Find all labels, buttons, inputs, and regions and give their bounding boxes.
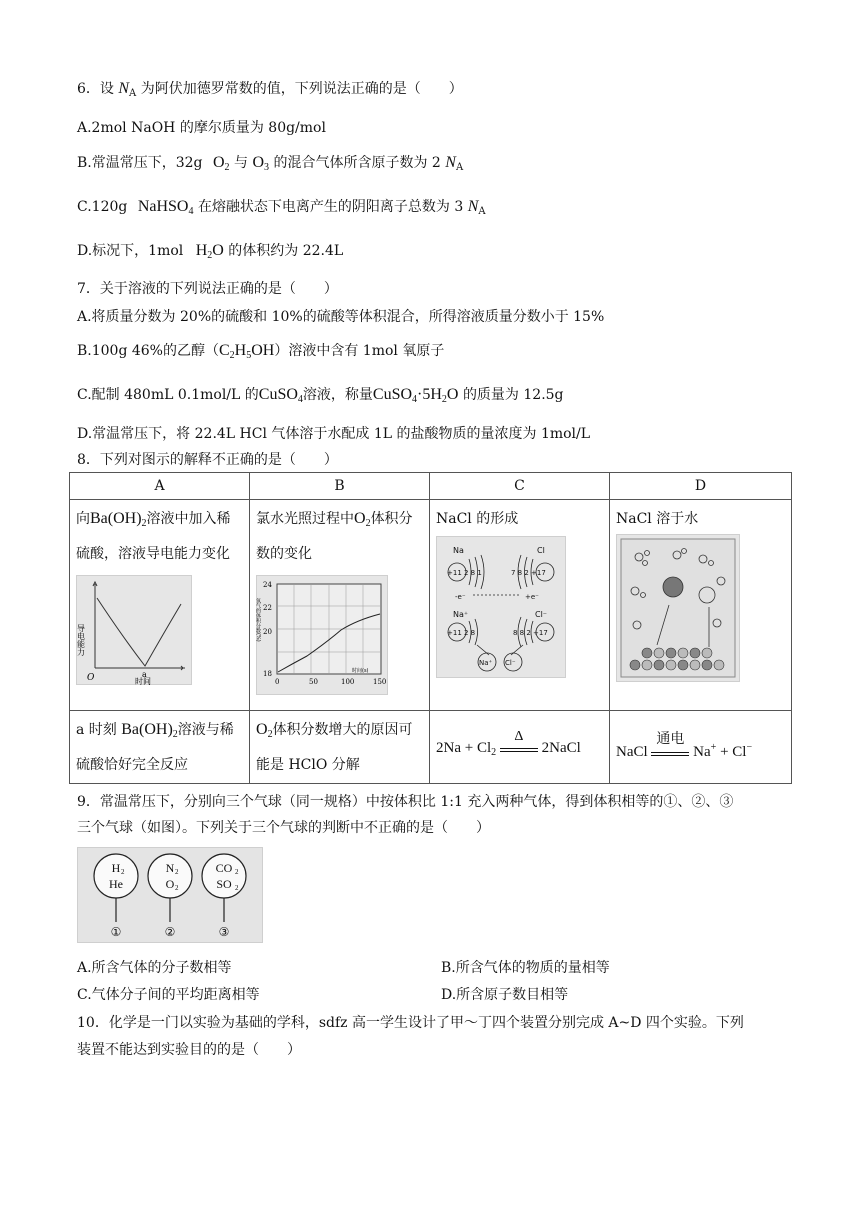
svg-text:+11 2 8: +11 2 8 [447, 629, 476, 637]
balloon-3-gas1: CO [215, 861, 233, 875]
q6-option-a: A.2mol NaOH 的摩尔质量为 80g/mol [77, 120, 326, 136]
q7-option-d: D.常温常压下，将 22.4L HCl 气体溶于水配成 1L 的盐酸物质的量浓度为 1mol/L [77, 426, 591, 442]
svg-text:8 8 2 +17: 8 8 2 +17 [513, 629, 548, 637]
balloon-1-number: ① [110, 925, 122, 939]
svg-text:0: 0 [275, 678, 280, 686]
balloon-3-number: ③ [218, 925, 230, 939]
q9-option-b: B.所含气体的物质的量相等 [441, 960, 610, 976]
svg-text:Na⁺: Na⁺ [453, 610, 469, 619]
balloons-figure [77, 847, 263, 943]
svg-text:导电能力: 导电能力 [76, 624, 86, 656]
svg-text:+e⁻: +e⁻ [525, 593, 539, 601]
svg-text:2: 2 [235, 868, 239, 876]
q7-option-c: C.配制 480mL 0.1mol/L 的CuSO$_4$溶液，称量$CuSO_4\cdot 5H_2O$ 的质量为 12.5g [77, 386, 564, 405]
q6-option-c: C.120g NaHSO$_4$ 在熔融状态下电离产生的阴阳离子总数为 3 $N_A$ [77, 198, 486, 217]
svg-text:22: 22 [263, 604, 272, 612]
svg-text:a: a [142, 670, 147, 679]
svg-text:氧气的体积分数(%): 氧气的体积分数(%) [255, 598, 261, 642]
conductivity-graph [76, 575, 192, 685]
q8-table [69, 472, 792, 784]
header-c: C [430, 473, 610, 500]
balloon-3-gas2: SO [216, 877, 232, 891]
nacl-dissolving-diagram [616, 534, 740, 682]
q6-stem: 6．设 $N_A$ 为阿伏加德罗常数的值，下列说法正确的是（ ） [77, 80, 463, 99]
svg-text:时间(s): 时间(s) [352, 668, 369, 674]
q7-option-b: B.100g 46%的乙醇$(C_2H_5OH)$溶液中含有 1mol 氧原子 [77, 342, 445, 361]
svg-text:-e⁻: -e⁻ [455, 593, 466, 601]
svg-text:2: 2 [235, 884, 239, 892]
svg-text:Cl⁻: Cl⁻ [535, 610, 548, 619]
svg-text:Na⁺: Na⁺ [479, 659, 493, 667]
header-d: D [610, 473, 792, 500]
balloon-1-gas2: He [109, 877, 123, 891]
svg-text:+11 2 8 1: +11 2 8 1 [447, 569, 482, 577]
q9-stem-line2: 三个气球（如图）。下列关于三个气球的判断中不正确的是（ ） [77, 820, 490, 836]
q10-stem-line1: 10．化学是一门以实验为基础的学科，sdfz 高一学生设计了甲～丁四个装置分别完成 A~D 四个实验。下列 [77, 1015, 744, 1031]
q10-stem-line2: 装置不能达到实验目的的是（ ） [77, 1042, 301, 1058]
q9-option-a: A.所含气体的分子数相等 [77, 960, 232, 976]
svg-text:时间: 时间 [135, 677, 151, 686]
svg-text:2: 2 [175, 884, 179, 892]
svg-text:24: 24 [263, 581, 272, 589]
svg-text:Na: Na [453, 546, 464, 555]
cell-c-equation: $2Na + Cl_2$ Δ 2NaCl [430, 711, 610, 784]
svg-text:2: 2 [121, 868, 125, 876]
header-a: A [70, 473, 250, 500]
svg-text:Cl⁻: Cl⁻ [505, 659, 516, 667]
balloon-2-gas2: O [165, 877, 175, 891]
svg-text:O: O [87, 673, 95, 683]
cell-b-explanation: $O_2$体积分数增大的原因可能是 HClO 分解 [250, 711, 430, 784]
svg-text:20: 20 [263, 628, 272, 636]
q7-stem: 7．关于溶液的下列说法正确的是（ ） [77, 281, 338, 297]
cell-c-figure: NaCl 的形成 Na Cl +11 2 8 1 7 8 2 +17 -e⁻ +e⁻ Na⁺ Cl⁻ +11 2 8 8 8 2 +17 Na⁺ Cl⁻ [430, 500, 610, 711]
cell-d-figure: NaCl 溶于水 [610, 500, 792, 711]
cell-d-equation: NaCl 通电 Na+ + Cl− [610, 711, 792, 784]
nacl-formation-diagram [436, 536, 566, 678]
cell-b-figure: 氯水光照过程中$O_2$体积分数的变化 24 22 20 18 0 50 100 150 时间(s) 氧气的体积分数(%) [250, 500, 430, 711]
balloon-1-gas1: H [111, 861, 121, 875]
cell-a-explanation: a 时刻 $Ba(OH)_2$溶液与稀硫酸恰好完全反应 [70, 711, 250, 784]
svg-text:2: 2 [175, 868, 179, 876]
balloon-2-gas1: N [165, 861, 175, 875]
q6-option-b: B.常温常压下，32g $O_2$ 与 $O_3$ 的混合气体所含原子数为 2 $N_A$ [77, 154, 464, 173]
svg-text:18: 18 [263, 670, 272, 678]
balloon-2-number: ② [164, 925, 176, 939]
q7-option-a: A.将质量分数为 20%的硫酸和 10%的硫酸等体积混合，所得溶液质量分数小于 15% [77, 309, 605, 325]
q9-stem-line1: 9．常温常压下，分别向三个气球（同一规格）中按体积比 1:1 充入两种气体，得到体积相等的①、②、③ [77, 794, 734, 810]
q9-option-c: C.气体分子间的平均距离相等 [77, 987, 260, 1003]
cell-a-figure: 向$Ba(OH)_2$溶液中加入稀硫酸，溶液导电能力变化 导电能力 O a 时间 [70, 500, 250, 711]
svg-text:7 8 2 +17: 7 8 2 +17 [511, 569, 546, 577]
header-b: B [250, 473, 430, 500]
svg-text:100: 100 [341, 678, 355, 686]
q8-stem: 8．下列对图示的解释不正确的是（ ） [77, 452, 338, 468]
svg-text:50: 50 [309, 678, 318, 686]
oxygen-volume-graph [256, 575, 388, 695]
q9-option-d: D.所含原子数目相等 [441, 987, 569, 1003]
svg-text:150: 150 [373, 678, 387, 686]
q6-option-d: D.标况下，1mol $H_2O$ 的体积约为 22.4L [77, 242, 344, 261]
svg-text:Cl: Cl [537, 546, 545, 555]
